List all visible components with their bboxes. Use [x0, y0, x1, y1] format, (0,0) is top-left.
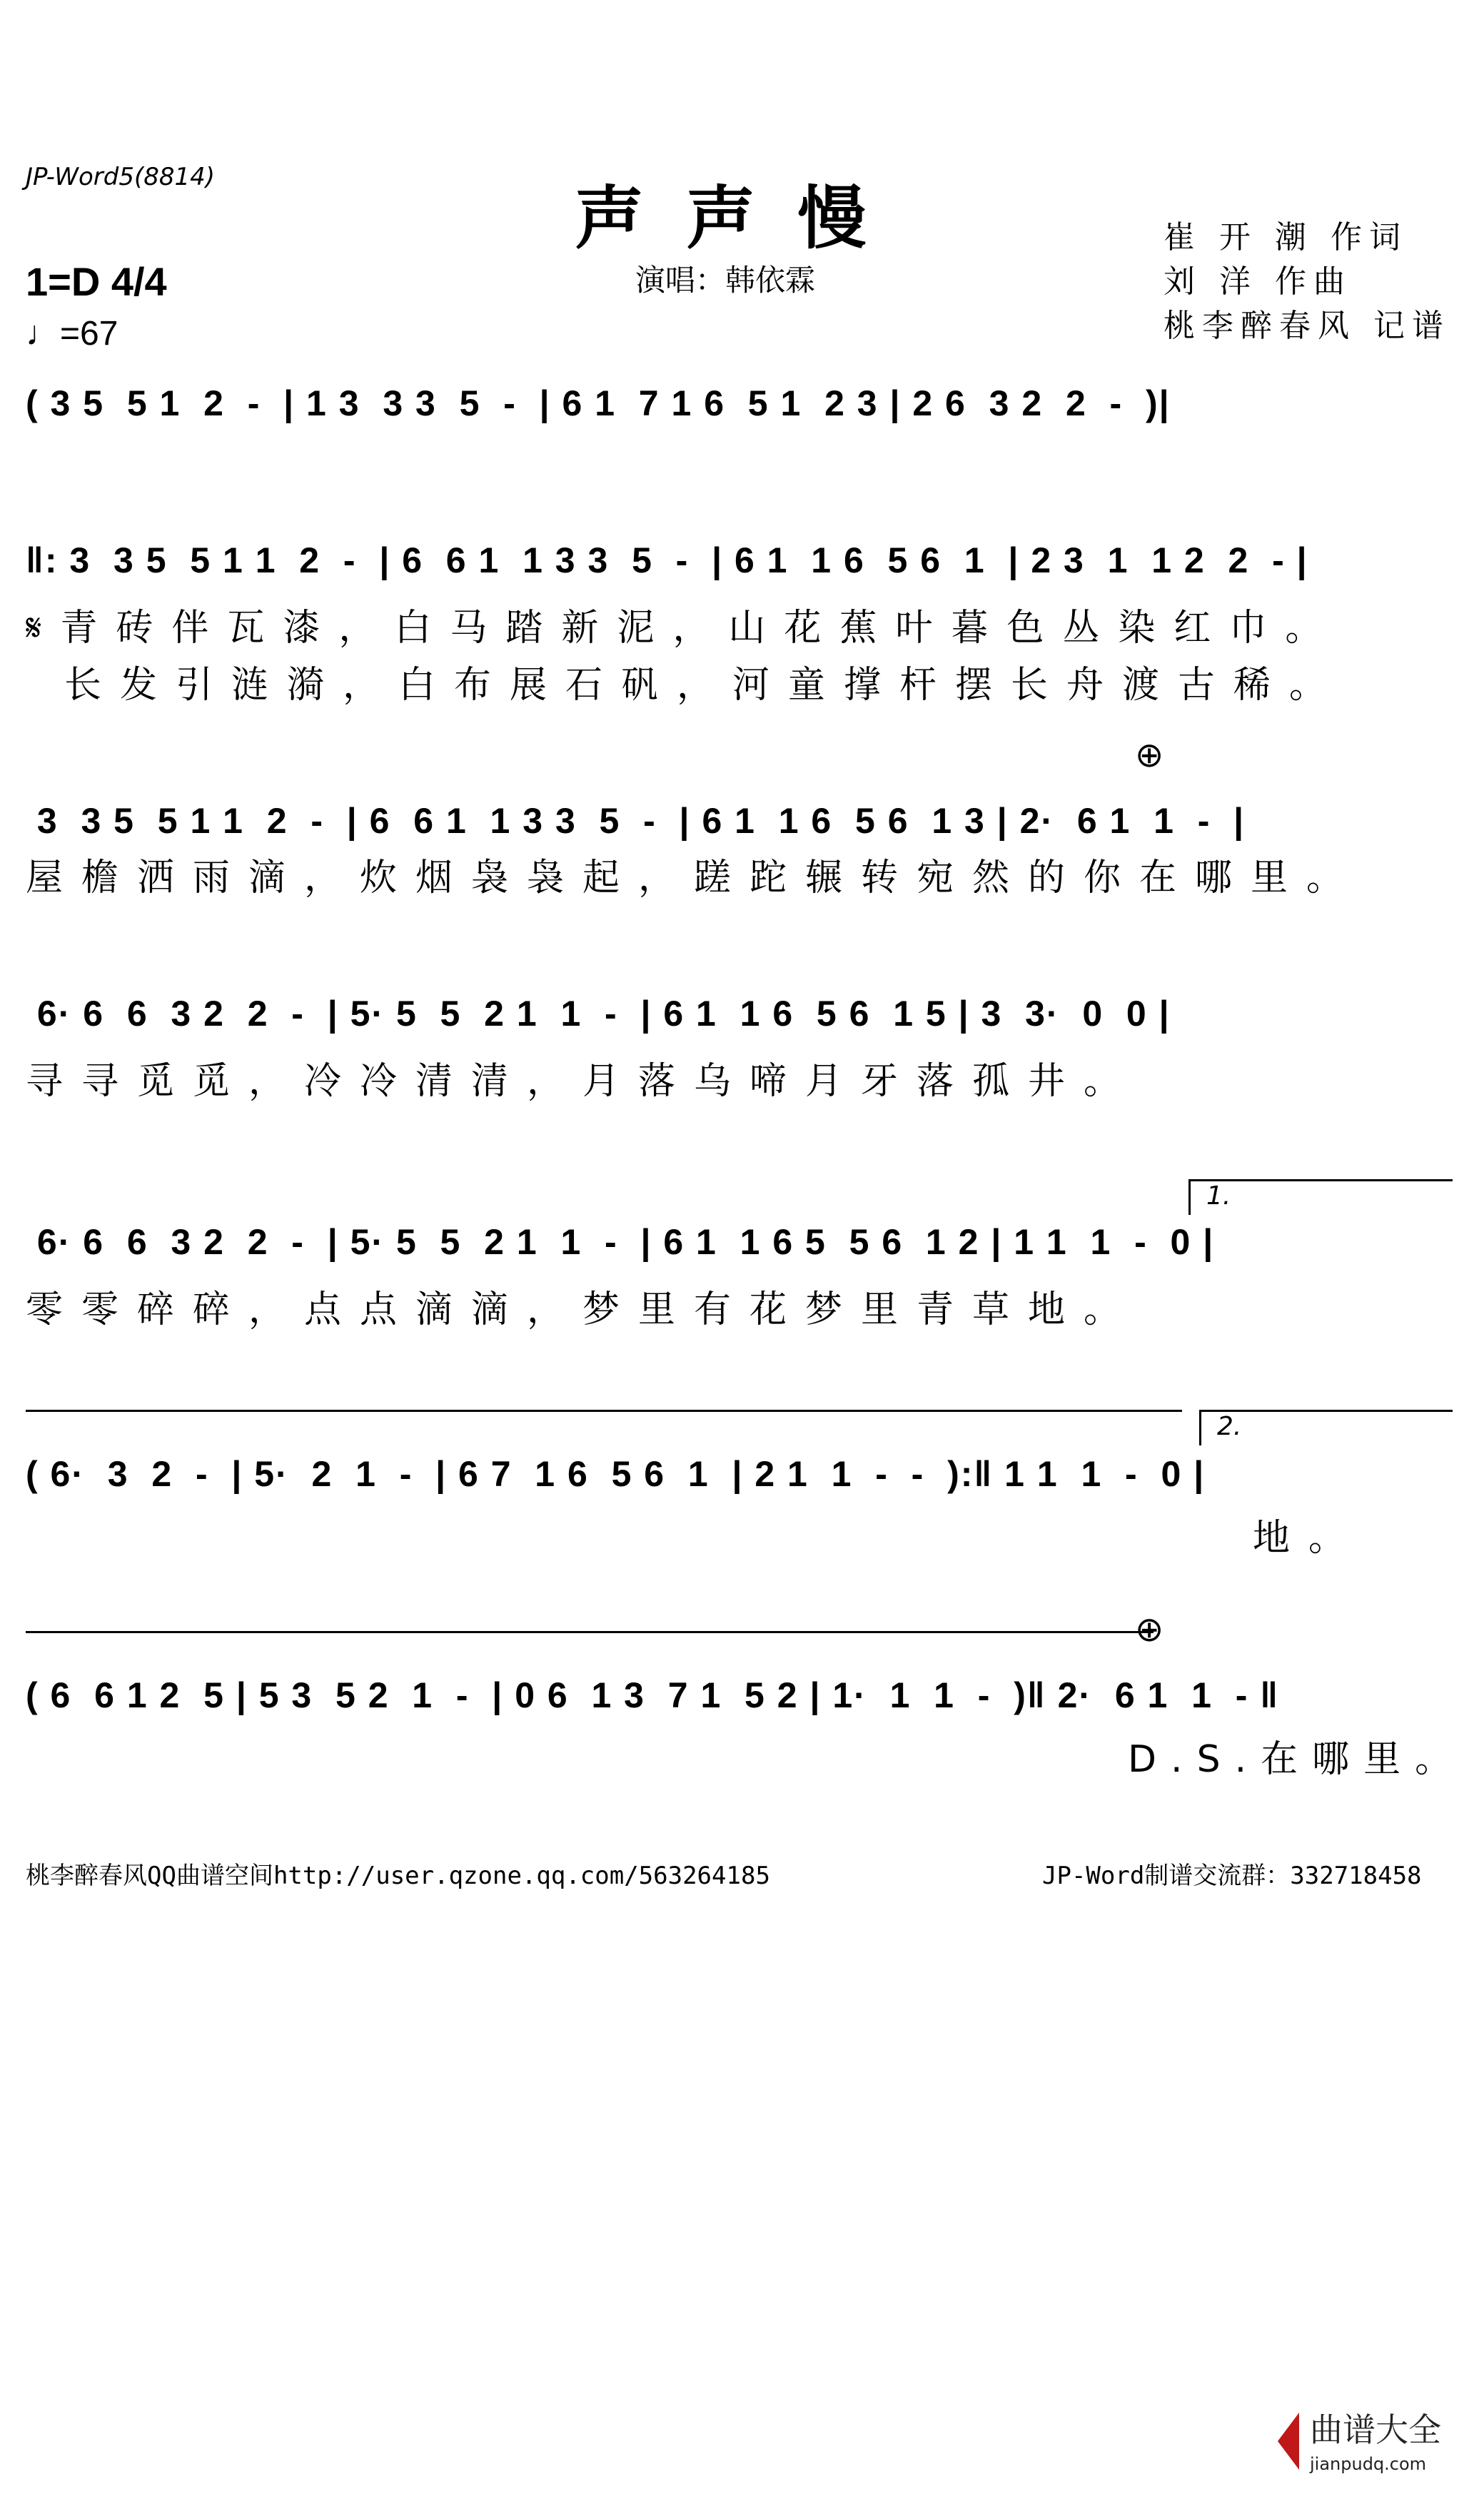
lyrics-line-2-verse-1: 𝄋青砖伴瓦漆，白马踏新泥，山花蕉叶暮色丛染红巾。 — [26, 607, 1341, 650]
composer-credit: 刘 洋 作曲 — [1164, 263, 1352, 300]
ending-1-label: 1. — [1206, 1181, 1231, 1211]
score-line-7: ( 6 6 1 2 5 | 5 3 5 2 1 - | 0 6 1 3 7 1 5 2 | 1· 1 1 - )‖ 2· 6 1 1 - ‖ — [26, 1675, 1280, 1715]
lyrics-line-7: D.S.在哪里。 — [1128, 1738, 1467, 1781]
watermark-logo — [1271, 2398, 1456, 2484]
interlude-line — [26, 1410, 1182, 1412]
ending-2-label: 2. — [1217, 1412, 1242, 1441]
tempo-marking: ♩=67 — [26, 315, 118, 353]
coda-line — [26, 1631, 1154, 1633]
lyrics-line-6: 地。 — [1253, 1517, 1365, 1560]
watermark-name: 曲谱大全 — [1310, 2410, 1441, 2449]
footer-right: JP-Word制谱交流群：332718458 — [1042, 1862, 1422, 1890]
key-signature: 1=D 4/4 — [26, 259, 167, 304]
score-line-2: ‖: 3 3 5 5 1 1 2 - | 6 6 1 1 3 3 5 - | 6 1 1 6 5 6 1 | 2 3 1 1 2 2 - | — [26, 540, 1308, 580]
score-line-1: ( 3 5 5 1 2 - | 1 3 3 3 5 - | 6 1 7 1 6 5 1 2 3 | 2 6 3 2 2 - )| — [26, 383, 1171, 423]
transcriber-credit: 桃李醉春风 记谱 — [1164, 308, 1450, 344]
volta-bracket-1-edge — [1188, 1179, 1191, 1215]
score-line-5: 6· 6 6 3 2 2 - | 5· 5 5 2 1 1 - | 6 1 1 6 5 5 6 1 2 | 1 1 1 - 0 | — [26, 1222, 1215, 1262]
song-title: 声声慢 — [575, 178, 909, 258]
coda-sign-2: ⊕ — [1135, 1610, 1164, 1650]
source-label: JP-Word5(8814) — [26, 163, 216, 191]
lyrics-line-2-verse-2: 长发引涟漪，白布展石矾，河童撑杆摆长舟渡古稀。 — [64, 664, 1346, 707]
lyricist-credit: 崔 开 潮 作词 — [1164, 219, 1408, 256]
lyrics-line-5: 零零碎碎，点点滴滴，梦里有花梦里青草地。 — [26, 1288, 1140, 1331]
volta-bracket-2-edge — [1199, 1410, 1201, 1445]
coda-sign: ⊕ — [1135, 735, 1164, 775]
score-line-3: 3 3 5 5 1 1 2 - | 6 6 1 1 3 3 5 - | 6 1 1 6 5 6 1 3 | 2· 6 1 1 - | — [26, 801, 1246, 841]
lyrics-line-3: 屋檐洒雨滴，炊烟袅袅起，蹉跎辗转宛然的你在哪里。 — [26, 857, 1363, 899]
watermark-url: jianpudq.com — [1310, 2454, 1427, 2474]
score-line-6: ( 6· 3 2 - | 5· 2 1 - | 6 7 1 6 5 6 1 | 2 1 1 - - ):‖ 1 1 1 - 0 | — [26, 1454, 1206, 1494]
footer-left: 桃李醉春风QQ曲谱空间http://user.qzone.qq.com/563264185 — [26, 1862, 770, 1890]
lyrics-line-4: 寻寻觅觅，冷冷清清，月落乌啼月牙落孤井。 — [26, 1060, 1140, 1103]
score-line-4: 6· 6 6 3 2 2 - | 5· 5 5 2 1 1 - | 6 1 1 6 5 6 1 5 | 3 3· 0 0 | — [26, 994, 1171, 1034]
singer-label: 演唱：韩依霖 — [635, 263, 816, 298]
